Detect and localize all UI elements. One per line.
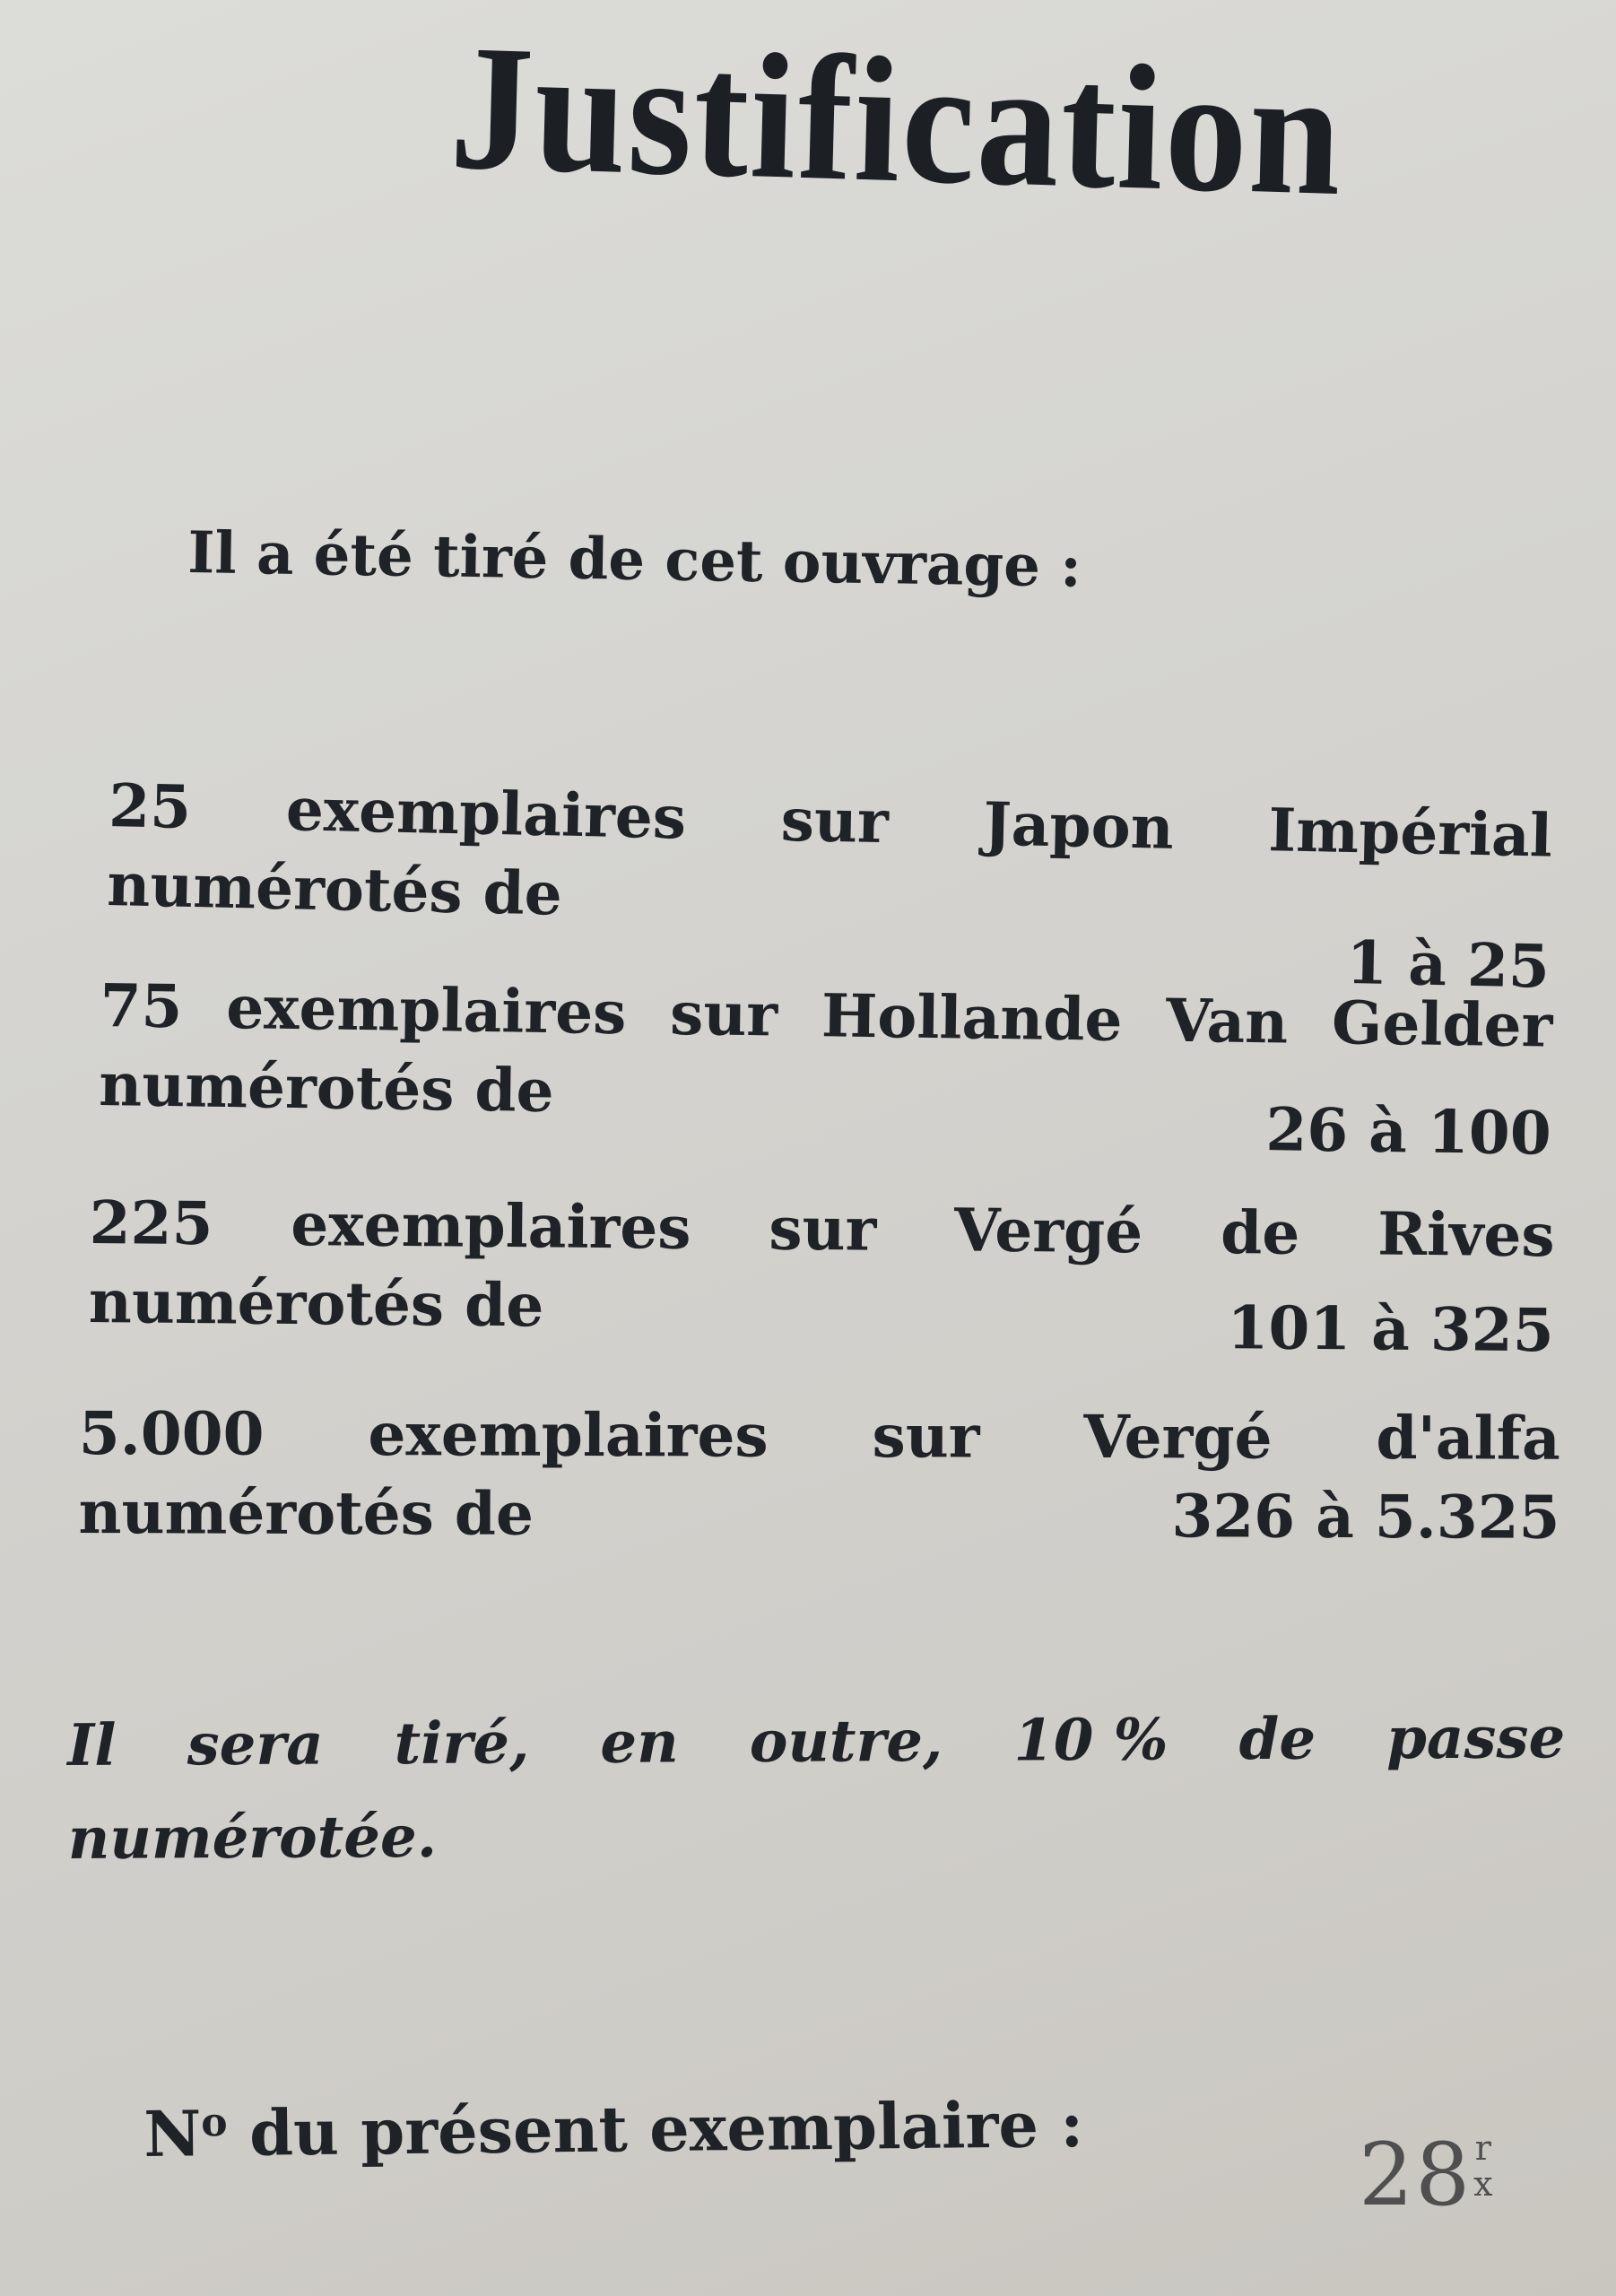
edition-count: 75 [99, 970, 183, 1042]
edition-line [99, 970, 1553, 1061]
numbered-label: numérotés de [106, 848, 563, 929]
edition-numbering [78, 1470, 1560, 1552]
edition-word: sur [872, 1401, 980, 1472]
number-range: 1 à 25 [1345, 926, 1551, 1002]
edition-word: Impérial [1267, 795, 1553, 871]
fraction-top: r [1474, 2128, 1493, 2168]
edition-word: Van [1165, 985, 1289, 1057]
edition-line [89, 1187, 1555, 1271]
note-word: en [600, 1709, 679, 1777]
note-percentage: 10 % [1013, 1706, 1169, 1775]
edition-count: 225 [89, 1187, 213, 1259]
edition-count: 25 [108, 770, 192, 842]
edition-word: exemplaires [225, 971, 627, 1048]
edition-entry [106, 770, 1553, 1002]
edition-word: Gelder [1331, 987, 1553, 1061]
note-line-2: numérotée. [67, 1803, 438, 1873]
copy-number-label [143, 2087, 1084, 2171]
edition-word: exemplaires [368, 1399, 769, 1471]
copy-number-value: 28 [1359, 2125, 1473, 2225]
edition-word: d'alfa [1376, 1403, 1560, 1474]
edition-word: sur [780, 784, 890, 857]
fraction-bottom: x [1473, 2164, 1495, 2204]
number-range: 326 à 5.325 [1171, 1481, 1560, 1552]
edition-word: Vergé [1083, 1401, 1273, 1473]
numbered-label: numérotés de [78, 1476, 534, 1549]
edition-line [78, 1398, 1560, 1474]
note-word: outre, [749, 1707, 943, 1777]
note-word: passe [1386, 1704, 1566, 1773]
note-word: de [1238, 1705, 1316, 1774]
number-range: 26 à 100 [1264, 1094, 1552, 1169]
copy-number-label-text: du présent exemplaire : [227, 2087, 1084, 2171]
number-abbrev: N [143, 2096, 202, 2171]
edition-word: exemplaires [291, 1188, 691, 1263]
number-abbrev-superscript: o [200, 2100, 228, 2146]
edition-entry [78, 1398, 1560, 1552]
note-word: sera [187, 1710, 324, 1779]
edition-word: Hollande [821, 980, 1123, 1055]
edition-word: Japon [982, 788, 1175, 863]
edition-entry [88, 1187, 1555, 1366]
edition-word: sur [669, 978, 778, 1050]
edition-word: de [1220, 1197, 1300, 1268]
note-word: Il [67, 1711, 117, 1779]
edition-entry [98, 970, 1553, 1169]
edition-word: sur [769, 1193, 877, 1265]
edition-numbering [88, 1259, 1555, 1366]
copy-number-stamp [1359, 2125, 1495, 2225]
numbered-label: numérotés de [88, 1265, 544, 1341]
note-line-1 [67, 1692, 1566, 1793]
page-title: Justification [447, 8, 1345, 234]
copy-number-fraction [1473, 2130, 1494, 2202]
intro-text: Il a été tiré de cet ouvrage : [187, 519, 1082, 601]
numbered-label: numérotés de [98, 1048, 555, 1126]
number-range: 101 à 325 [1227, 1292, 1555, 1366]
edition-word: exemplaires [285, 774, 687, 853]
note-word: tiré, [394, 1709, 530, 1779]
edition-word: Rives [1377, 1198, 1555, 1271]
edition-word: Vergé [953, 1195, 1143, 1267]
edition-count: 5.000 [78, 1398, 265, 1469]
additional-print-note [67, 1692, 1566, 1886]
